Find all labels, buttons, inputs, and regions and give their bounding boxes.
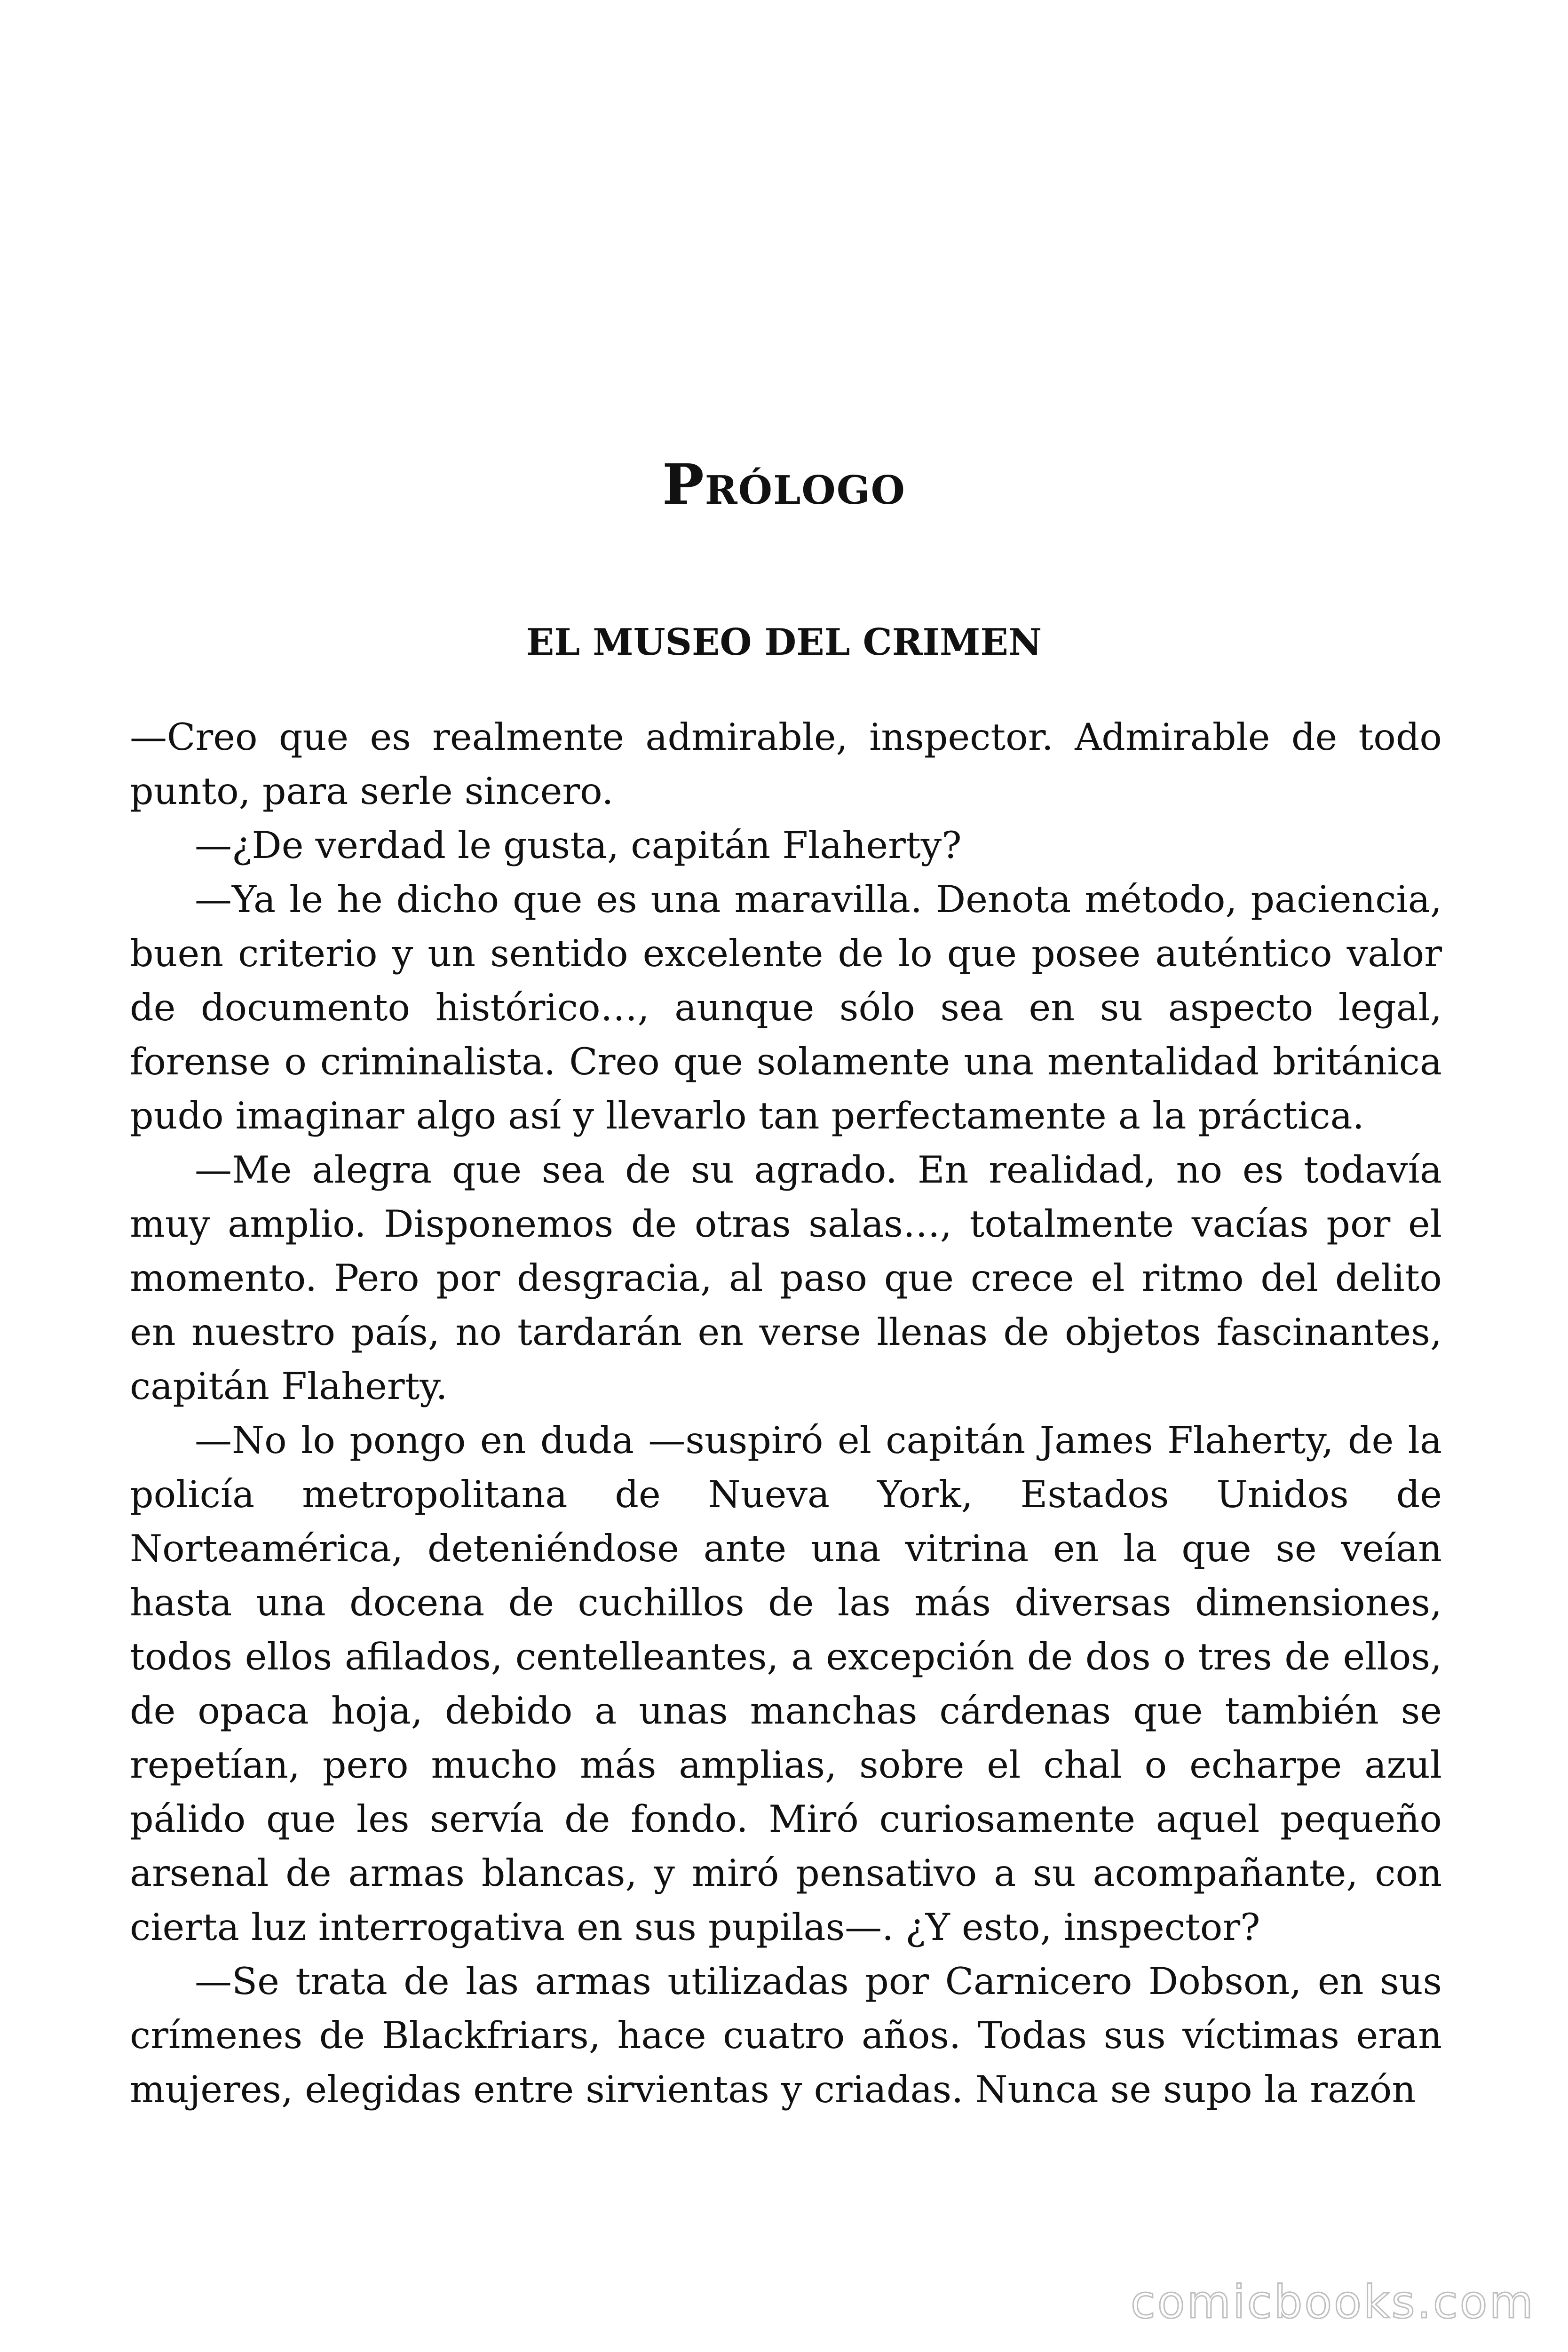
paragraph: —Me alegra que sea de su agrado. En realidad, no es todavía muy amplio. Disponemos de otras salas…, totalmente vacías por el momento. Pero por desgracia, al paso que crece el ritmo del delito en nuestro país, no tardarán en verse llenas de objetos fascinantes, capitán Flaherty. — [130, 1148, 1442, 1408]
watermark: comicbooks.com — [1130, 2276, 1535, 2328]
paragraph: —¿De verdad le gusta, capitán Flaherty? — [195, 824, 962, 867]
paragraph: —Se trata de las armas utilizadas por Carnicero Dobson, en sus crímenes de Blackfriars, hace cuatro años. Todas sus víctimas eran mujeres, elegidas entre sirvientas y criadas. Nunca se supo la razón — [130, 1960, 1442, 2111]
paragraph: —Ya le he dicho que es una maravilla. Denota método, paciencia, buen criterio y un sentido excelente de lo que posee auténtico valor de documento histórico…, aunque sólo sea en su aspecto legal, forense o criminalista. Creo que solamente una mentalidad británica pudo imaginar algo así y llevarlo tan perfectamente a la práctica. — [130, 878, 1442, 1137]
section-title: EL MUSEO DEL CRIMEN — [526, 621, 1042, 664]
paragraph: —No lo pongo en duda —suspiró el capitán James Flaherty, de la policía metropolitana de Nueva York, Estados Unidos de Norteamérica, deteniéndose ante una vitrina en la que se veían hasta una docena de cuchillos de las más diversas dimensiones, todos ellos afilados, centelleantes, a excepción de dos o tres de ellos, de opaca hoja, debido a unas manchas cárdenas que también se repetían, pero mucho más amplias, sobre el chal o echarpe azul pálido que les servía de fondo. Miró curiosamente aquel pequeño arsenal de armas blancas, y miró pensativo a su acompañante, con cierta luz interrogativa en sus pupilas—. ¿Y esto, inspector? — [130, 1419, 1442, 1949]
paragraph: —Creo que es realmente admirable, inspector. Admirable de todo punto, para serle sincero. — [130, 715, 1442, 813]
body-text — [130, 710, 1442, 2117]
chapter-title: Prólogo — [662, 452, 906, 517]
